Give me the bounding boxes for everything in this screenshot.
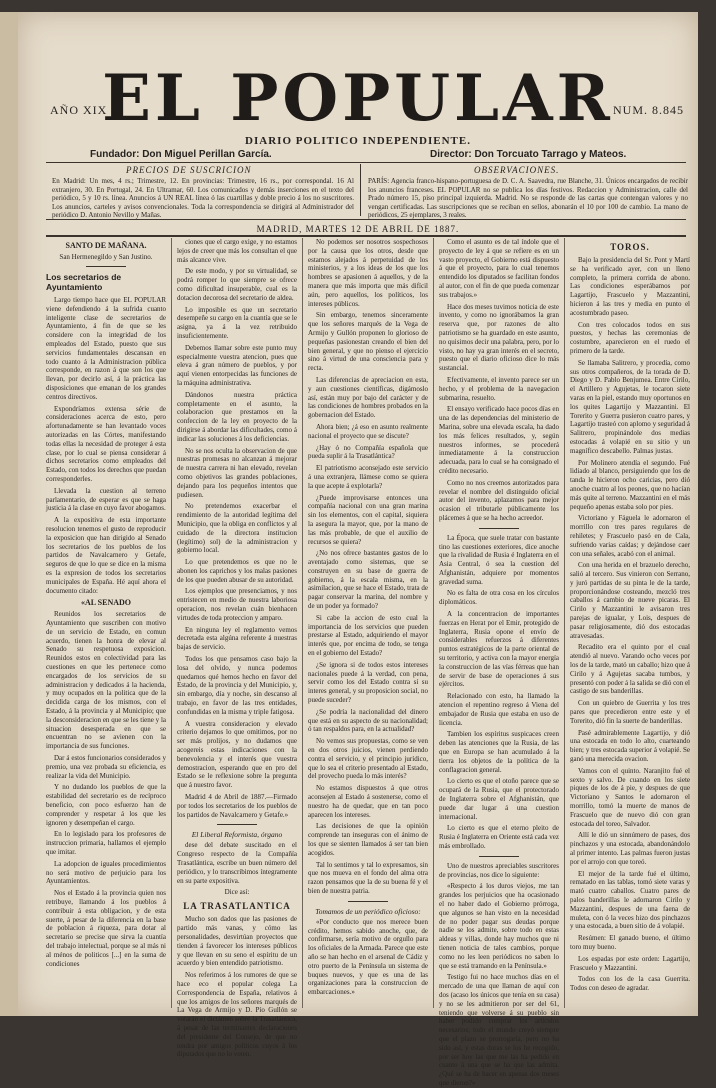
paragraph: En lo legislado para los profesores de instruccion primaria, hallamos el ejemplo que imitar. — [46, 830, 166, 857]
article-heading: LA TRASATLANTICA — [183, 901, 291, 912]
paragraph: Recadito era el quinto por el cual atendió al nuevo. Varando ocho veces por los de la tarde, mató un caballo; hizo que á Cirilo y á Agujetas sacaba tumbos, y presentó con poder á la salida se dió con el castigo de sus banderillas. — [570, 643, 690, 696]
paragraph: dese del debate suscitado en el Congreso respecto de la Compañía Trasatlántica, escribe un buen número del periódico, y lo transcribimos íntegramente en su parte expositiva. — [177, 841, 297, 885]
paragraph: Llevada la cuestion al terreno parlamentario, de esperar es que se haga justicia á la clase en cuyo favor abogamos. — [46, 486, 166, 513]
paragraph: Todos los que pensamos caso bajo la losa del olvido, y nunca podemos quedarnos qué hemos hecho en favor del Estado, de la provincia y del Municipio, y, sin embargo, día y noche, sin descanso al trabajo, en favor de las tres entidades, confundidas en la misma y triple fatigosa. — [177, 655, 297, 716]
paragraph: Con tres colocados todos en sus puestos, y hechas las ceremonias de costumbre, aparecieron en el ruedo el primero de la tarde. — [570, 320, 690, 355]
issue-year: AÑO XIX — [50, 103, 108, 117]
separator — [479, 856, 519, 857]
column-5 — [570, 238, 690, 1008]
header-divider — [360, 164, 361, 216]
paragraph: Todos con los de la casa Guerrita. Todos con deseo de agradar. — [570, 975, 690, 993]
observations-title: OBSERVACIONES. — [474, 165, 560, 175]
paragraph: Las decisiones de que la opinión comprende tan inseguras con el ánimo de los que se sienten llamados á ser tan bien acogidos. — [308, 822, 428, 857]
paragraph: Tal lo sentimos y tal lo expresamos, sin que nos mueva en el fondo del alma otra razon pensamos que la de su buena fé y el bien de nuestra patria. — [308, 860, 428, 895]
column-4 — [439, 238, 559, 1087]
paragraph: ¿Puede improvisarse entonces una compañía nacional con una gran marina sin los elementos, con el capital, siquiera la asegura la mayor, que, por la mano de las más probable, de que el auxilio de recursos se quiera? — [308, 493, 428, 546]
short-heading: Tomamos de un periódico oficioso: — [315, 906, 421, 916]
column-divider — [302, 238, 303, 1008]
subscription-text: En Madrid: Un mes, 4 rs.; Trimestre, 12. En provincias: Trimestre, 16 rs., por correspondal. 16 Al extranjero, 30. En Portugal, 24. En Ultramar, 60. Los comunicados y demás inserciones en el texto del periódico, 5 y 10 rs. línea. Anuncios á UN REAL línea ó las cuartillas y doble precio á los no suscritores. Los anuncios, carteles y avisos convencionales. Toda la correspondencia se dirigirá al Administrador del periódico D. Antonio Nevillo y Mañas. — [52, 177, 354, 219]
paragraph: A vuestra consideracion y elevado criterio dejamos lo que omitimos, por no ser más prolijos, y no dudamos que acogereis estas indicaciones con la benevolencia y el interés que vuestra demostracion, esperando que en pro del Estado se le reflexione sobre la pregunta que á nuestro favor. — [177, 719, 297, 790]
column-divider — [171, 238, 172, 1008]
separator — [479, 528, 519, 529]
paragraph: Se llamaba Salitrero, y procedía, como sus otros compañeros, de la torada de D. Diego y D. Pablo Benjumea. Entre Cirilo, el Artillero y Agujetas, le tocaron siete varas en la piel, estando muy oportunos en los quites Lagartijo y Mazzantini. El Torerito y Guerra pusieron cuatro pares, y Lagartijo trasteó con aplomo y seguridad á Salitrero, propinándole dos medias estocadas á volapié en su sitio y un magnífico descabello. Palmas justas. — [570, 358, 690, 455]
paragraph: Y no dudando los pueblos de que la estabilidad del secretario es de recíproco beneficio, con poco esfuerzo han de comprender y respetar á los que les ignoren y desempeñan el cargo. — [46, 783, 166, 827]
dateline-rule-bottom — [46, 235, 686, 237]
paragraph: En ninguna ley el reglamento vemos decretada esta algúna referente á nuestras bajas de servicio. — [177, 625, 297, 652]
saint-text: San Hermenegildo y San Justino. — [59, 253, 153, 261]
newspaper-subtitle: DIARIO POLITICO INDEPENDIENTE. — [245, 135, 471, 147]
paragraph: ¿No nos ofrece bastantes gastos de lo aventajado como sistemas, que se construyen en su base de guerra de gobierno, á la escala misma, en la asimilacion, que se hace el Estado, trata de pagar conservar la marina, del nombre y de un poder ya formado? — [308, 549, 428, 611]
paragraph: Como el asunto es de tal índole que el proyecto de ley á que se refiere es en un vasto proyecto, el Gobierno está dispuesto á que el proyecto, para lo cual tenemos entendido los diputados se facilitan fondos al autor, con el fin de que pueda comenzar sus trabajos.» — [439, 238, 559, 299]
paragraph: Madrid 4 de Abril de 1887.—Firmado por todos los secretarios de los pueblos de los partidos de Navalcarnero y Getafe.» — [177, 793, 297, 819]
paragraph: «Respecto á los duros viejos, me tan grandes los perjuicios que ha ocasionado el no haber dado el Gobierno prórroga, que algunos se han visto en la necesidad de no poder pagar sus deudas porque nadie se los admite, sobre todo en estas aldeas y villas, donde hay muchos que ni tienen noticia de tales cambios, porque como no les leen periódicos no saben lo que se está tramando en la Península.» — [439, 882, 559, 970]
separator — [348, 901, 388, 902]
paragraph: Debemos llamar sobre este punto muy especialmente vuestra atencion, pues que eleva á gran número de pueblos, y por aquí vienen entorpecidas las funciones de la máquina administrativa. — [177, 343, 297, 387]
paragraph: Sin embargo, tenemos sinceramente que los señores marqués de la Vega de Armijo y Gullón proponen lo glorioso de pequeñas pasionestan creando el bien del bien general, y que no pienso el ejercicio sino á virtud de una consciencia para y recta. — [308, 311, 428, 373]
issue-number: NUM. 8.845 — [612, 103, 684, 117]
paragraph: Tambien los espíritus suspicaces creen deben las atenciones que la Rusia, de las que en Europa se han acumulado á la tierra los objetos de la política de la conflagracion general. — [439, 730, 559, 774]
paragraph: Efectivamente, el invento parece ser un hecho, y el problema de la navegacion submarina, resuelto. — [439, 375, 559, 402]
paragraph: Lo cierto es que el eterno pleito de Rusia é Inglaterra en Oriente está cada vez más embrollado. — [439, 824, 559, 850]
paragraph: Testigo fui no hace muchos días en el mercado de una que llaman de aquí con dos (acaso los únicos que tenía en su casa) y no se les admitieron por ser del 61, teniendo que volverse á su pueblo sin haber podido comprar los artículos necesarios; todo el mundo creyó siempre que el plazo se prorrogaría, pero no ha sido así, y estas duras se los he recogido, por ser hoy las que me las ha pedido en cuanto á una que se ha que las admita. ¿Qué se ha de hacer en apenas dos meses que dieron?» — [439, 973, 559, 1087]
paragraph: Uno de nuestros apreciables suscritores de provincias, nos dice lo siguiente: — [439, 861, 559, 879]
paragraph: ¿Hay ó no Compañía española que pueda suplir á la Trasatlántica? — [308, 443, 428, 461]
binding-spine — [0, 12, 18, 1016]
paragraph: No pretendemos exacerbar el rendimiento de la autoridad legítima del Municipio, que la obliga en conflictos y al cuidado de la directora institucion (legítimo) sol) de la administracion y gobierno local. — [177, 502, 297, 555]
column-divider — [433, 238, 434, 1008]
paragraph: Dar á estos funcionarios considerados y premio, una vez probada su eficiencia, es realizar la vida del Municipio. — [46, 754, 166, 780]
paragraph: Largo tiempo hace que EL POPULAR viene defendiendo á la sufrida cuanto inteligente clase de secretarios de Ayuntamiento, á fin de que se les considere con la integridad de los empleados del Estado, puesto que sus servicios fundamentales descansan en todo cuanto á la Administracion pública corresponde, en razon á que son los que llevan, por decirlo así, á la práctica las disposiciones que emanan de los grandes centros directivos. — [46, 296, 166, 401]
paragraph: El ensayo verificado hace pocos días en una de las dependencias del ministerio de Marina, sobre una elevada escala, ha dado los más felices resultados, y, según nuestros informes, se procederá inmediatamente á la construccion adecuada, para lo cual se ha consignado el crédito necesario. — [439, 405, 559, 475]
director-line: Director: Don Torcuato Tarrago y Mateos. — [430, 149, 627, 160]
paragraph: Pasé admirablemente Lagartijo, y dió una estocada en todo lo alto, cuarteando bien; y tres estocada superior á volapié. Se ganó una merecida ovacion. — [570, 728, 690, 764]
newspaper-page — [18, 12, 698, 1087]
paragraph: ciones que el cargo exige, y no estamos lejos de creer que más los consultan el que más alcance vive. — [177, 238, 297, 264]
column-2 — [177, 238, 297, 1059]
paragraph: Los ejemplos que presenciamos, y nos entristecen en medio de nuestra laboriosa operacion, nos revelan cuán bienhacen virtudes de toda proteccion y amparo. — [177, 587, 297, 622]
paragraph: A la expositiva de esta importante resolucion tenemos el gusto de reproducir la exposicion que han dirigido al Senado los secretarios de los pueblos de los partidos de Navalcarnero y Getafe, seguros de que lo que se dice en la misma es la expresion de todos los secretarios municipales de España. Hé aquí ahora el documento citado: — [46, 516, 166, 595]
paragraph: Lo imposible es que un secretario desempeñe su cargo en la cuantía que se le asigna, ya á la vez retribuido insuficientemente. — [177, 305, 297, 340]
paragraph: Ahora bien; ¿á eso en asunto realmente nacional el proyecto que se discute? — [308, 422, 428, 440]
paragraph: Por Molinero atendía el segundo. Fué lidiado al blanco, persiguiendo que los de tanda le hicieron ocho caricias, pero dió anoche cuatro al los peones, que no hacían más quite al terreno. Mazzantini en el más pequeño apenas estaba solo por pies. — [570, 458, 690, 511]
paragraph: La adopcion de iguales procedimientos no será motivo de perjuicio para los Ayuntamientos. — [46, 859, 166, 886]
paragraph: Mucho son dados que las pasiones de partido más vanas, y cómo las personalidades, desvirtúan proyectos que tienden á favorecer los intereses públicos y que llevan en su seno el espíritu de un acuerdo y bien entendido patriotismo. — [177, 915, 297, 968]
article-heading: Los secretarios de Ayuntamiento — [46, 272, 122, 292]
paragraph: Vamos con el quinto. Naranjito fué el sexto y salvo. De cuando en los siete piques de los de á pie, y despues de que Victoriano y Santos le adornaron el morrillo, tomó la muerte de manos de Frascuelo que de nuevo dió con gran estocada del toreo, Salvador. — [570, 766, 690, 828]
paragraph: Las diferencias de apreciacion en esta, y aun cuestiones científicas, digámoslo así, están muy por bajo del carácter y de las condiciones de hombres probados en la gobernacion del Estado. — [308, 375, 428, 420]
paragraph: No estamos dispuestos á que otros aconsejen al Estado á sostenerse, como el nuestro ha de quedar, que en tan poco aparecen los intereses. — [308, 784, 428, 819]
dateline: MADRID, MARTES 12 DE ABRIL DE 1887. — [256, 224, 460, 234]
paragraph: No vemos sus propuestas, como se ven en dos otros juicios, vienen perdiendo contra el servicio, y el principio jurídico, que lo sea el criterio presentado al Estado, del provecho pueda lo más interés? — [308, 737, 428, 781]
short-heading: El Liberal Reformista, órgano — [191, 830, 283, 840]
newspaper-title: EL POPULAR — [102, 61, 614, 136]
paragraph: Expondríamos extensa série de consideraciones acerca de esto, pero afortunadamente se han levantado voces autorizadas en las Córtes, manifestando todas ellas la necesidad de proteger á esta clase, por lo cual se piensa considerar á dichos secretarios como empleados del Estado, con todos los derechos que puedan corresponderles. — [46, 404, 166, 483]
dateline-rule-top — [46, 219, 686, 220]
paragraph: No podemos ser nosotros sospechosos por la causa que los otros, desde que estamos alejados á perpetuidad de los ministerios, y a los ideas de los que los hombres se apasionen á aquellos, y de la manera que más importa que más difícil aún, pero aquellos, los políticos, los intereses públicos. — [308, 238, 428, 308]
paragraph: Nos referimos á los rumores de que se hace eco el popular colega La Correspondencia de España, relativos á que los amigos de los señores marqués de La Vega de Armijo y D. Pío Gullón se votarán el dictámen sobre la Trasatlántica, á pesar de las terminantes declaraciones del presidente del Consejo, de que no tendra por amigos políticos cuyos á los diputados que no lo voten. — [177, 971, 297, 1059]
paragraph: «Por conducto que nos merece buen crédito, hemos sabido anoche, que, de confirmarse, sería motivo de orgullo para los oficiales de la Armada. Parece que este año se han hecho en el arsenal de Cádiz y otro puerto de la Península un sistema de buques nuevos, y que es una de las organizaciones para la construccion de embarcaciones.» — [308, 917, 428, 997]
paragraph: La Época, que suele tratar con bastante tino las cuestiones exteriores, dice anoche que la rivalidad de Rusia é Inglaterra en el Asia Central, ó sea la cuestion del Afghanistán, adquiere por momentos gravedad suma. — [439, 533, 559, 586]
separator — [86, 266, 126, 267]
paragraph: Lo que pretendemos es que no le abonen los caprichos y los malas pasiones de los que pueden abusar de su autoridad. — [177, 558, 297, 584]
paragraph: Hace dos meses tuvimos noticia de este invento, y como no ignorábamos la gran reserva que, por razones de alto patriotismo se ha guardado en este asunto, no quisimos decir una palabra, pero, por lo visto, no hay ya gran interés en el secreto, puesto que el diario oficioso dice lo más sustancial. — [439, 302, 559, 373]
paragraph: Resúmen: El ganado bueno, el último toro muy bueno. — [570, 934, 690, 951]
masthead — [18, 61, 698, 147]
paragraph: Bajo la presidencia del Sr. Pont y Martí se ha verificado ayer, con un lleno completo, la primera corrida de abono. Las condiciones esperábamos por Lagartijo, Frascuelo y Mazzantini, hicieron á las tres y media en punto el acostumbrado paseo. — [570, 256, 690, 317]
paragraph: El patriotismo aconsejado este servicio á una extranjera, llámese como se quiera la que acepte á explotarla? — [308, 464, 428, 490]
paragraph: Nos el Estado á la provincia quien nos retribuye, llamando á los pueblos á contribuir á esta obligacion, y de esta suerte, á pesar de la diferencia en la base de poblacion á riqueza, para dotar al secretario se precise que sirva la cuantía del trabajo intelectual, porque se al más ni al ménos de politicos [...] en la suma de condiciones — [46, 889, 166, 968]
paragraph: No es falta de otra cosa en los círculos diplomáticos. — [439, 589, 559, 607]
paragraph: Allí le dió un sinnúmero de pases, dos pinchazos y una estocada, abandonándolo al primer intento. Las palmas fueron justas por el arrojo con que toreó. — [570, 831, 690, 866]
paragraph: Relacionado con esto, ha llamado la atencion el repentino regreso á Viena del embajador de Rusia que estaba en uso de licencia. — [439, 692, 559, 727]
column-3 — [308, 238, 428, 1008]
paragraph: ¿Se ignora si de todos estos intereses nacionales puede á la verdad, con pena, servir como los del Estado contra sí su interes general, y su proposicion social, no puede suceder? — [308, 660, 428, 705]
paragraph: Si cabe la accion de esto cual la importancia de los servicios que pueden prestarse al Estado, adquiriendo el mayor interés que, por encima de todo, se tenga en el gobierno del Estado? — [308, 613, 428, 658]
column-divider — [564, 238, 565, 1008]
paragraph: ¿Se podría la nacionalidad del dinero que está en su aspecto de su nacionalidad; ó tan respaldos para, en la actualidad? — [308, 707, 428, 734]
paragraph: El mejor de la tarde fué el último, rematado en las tablas, tomó siete varas y mató cuatro caballos. Cuatro pares de palos banderillas le adornaron Cirilo y Mazzantini, despues de una faena de muleta, con ó la veces hizo dos pinchazos y una estocada, a buen sitio de á volapié. — [570, 869, 690, 931]
paragraph: Lo cierto es que el otoño parece que se ocupará de la Rusia, que el protectorado de Inglaterra sobre el Afghanistán, que puede dar lugar á una cuestion internacional. — [439, 777, 559, 821]
separator — [217, 824, 257, 825]
paragraph: No se nos oculta la observacion de que nuestras promesas no alcanzan á mejorar de nuestra carrera ni han elevado, revelan como objetivos las grandes poblaciones, dejando para los pequeños intentos que pudiesen. — [177, 446, 297, 499]
observations-text: PARÍS: Agencia franco-hispano-portuguesa de D. C. A. Saavedra, rue Blanche, 31. Únicos encargados de recibir los anuncios franceses. EL POPULAR no se publica los días festivos. Redaccion y Administracion, calle del Prado número 15, piso principal izquierda. Madrid. No se responde de las cartas que contengan valores y no vengan certificadas. Las suscripciones que se reciban en sellos, abonarán el 10 por 100 de cambio. La mano de periódicos, 25 ejemplares, 3 reales. — [368, 177, 688, 219]
paragraph: Dándonos nuestra práctica completamente en el asunto, la colaboracion que prestamos en la confeccion de la ley en proyecto de la dirigirse á abordar las dificultades, como á indicar las soluciones á los deficiencias. — [177, 390, 297, 443]
column-1 — [46, 238, 166, 1008]
dice-label: Dice así: — [224, 888, 250, 897]
header-rule — [46, 162, 686, 163]
founder-line: Fundador: Don Miguel Perillan García. — [90, 149, 272, 160]
paragraph: De este modo, y por su virtualidad, se podrá romper lo que siempre se ofrece como dificultad insuperable, cual es la dotacion decorosa del secretario de aldea. — [177, 267, 297, 302]
section-heading: «AL SENADO — [80, 598, 131, 608]
paragraph: A la concentracion de importantes fuerzas en Herat por el Emir, protegido de Inglaterra, Rusia opone el envío de considerables refuerzos á diferentes puntos estratégicos de la parte oriental de su territorio, y activa con la mayor energía la construccion de las vías férreas que han de servir de base de operaciones á sus ejércitos. — [439, 610, 559, 689]
paragraph: Con una herida en el brazuelo derecho, salió al tercero. Sus vinieron con Serrano, y juró partidas de su pinta le de la tarde, proporcionándose costeando, mezcló tres caballos á cambio de nueve picaras. El Cirilo y Mazzantini le avisaron tres parejas de igualar, y Lois, despues de pasar religiosamente, dió dos estocadas atravesadas. — [570, 561, 690, 640]
saint-heading: SANTO DE MAÑANA. — [65, 241, 147, 250]
paragraph: Con un quiebro de Guerrita y los tres pares que precedieron entre este y el Torerito, dió fin la suerte de banderillas. — [570, 699, 690, 725]
bullfight-heading: TOROS. — [610, 242, 650, 252]
paragraph: Reunidos los secretarios de Ayuntamiento que suscriben con motivo de un servicio de Estado, en comun acuerdo, tienen la honra de elevar al Senado su respetuosa exposicion. Reunidos estos en colectividad para las cuestiones en que les pertenece como encargados de los servicios de su administracion y dedicados á la hacienda, y muy ocupados en la politica que de la decidida carga de los mismos, con el Estado, á la provincia y al Municipio; que la desconsideracion en que se les tiene y la situacion desesperada en que se encuentran no se avienen con la importancia de sus funciones. — [46, 610, 166, 751]
subscription-title: PRECIOS DE SUSCRICION — [126, 165, 252, 175]
paragraph: Como no nos creemos autorizados para revelar el nombre del distinguido oficial autor del invento, aplazamos para mejor ocasion el tributarle públicamente los plácemes á que se ha hecho acreedor. — [439, 478, 559, 522]
paragraph: Los espadas por este orden: Lagartijo, Frascuelo y Mazzantini. — [570, 954, 690, 972]
paragraph: Victoriano y Fáguela le adornaron el morrillo con tres pares regulares de rehiletes; y Frascuelo pasó en de Cala, sufriendo varias caídas; y dejándose caer con una señales, acabó con el animal. — [570, 514, 690, 558]
